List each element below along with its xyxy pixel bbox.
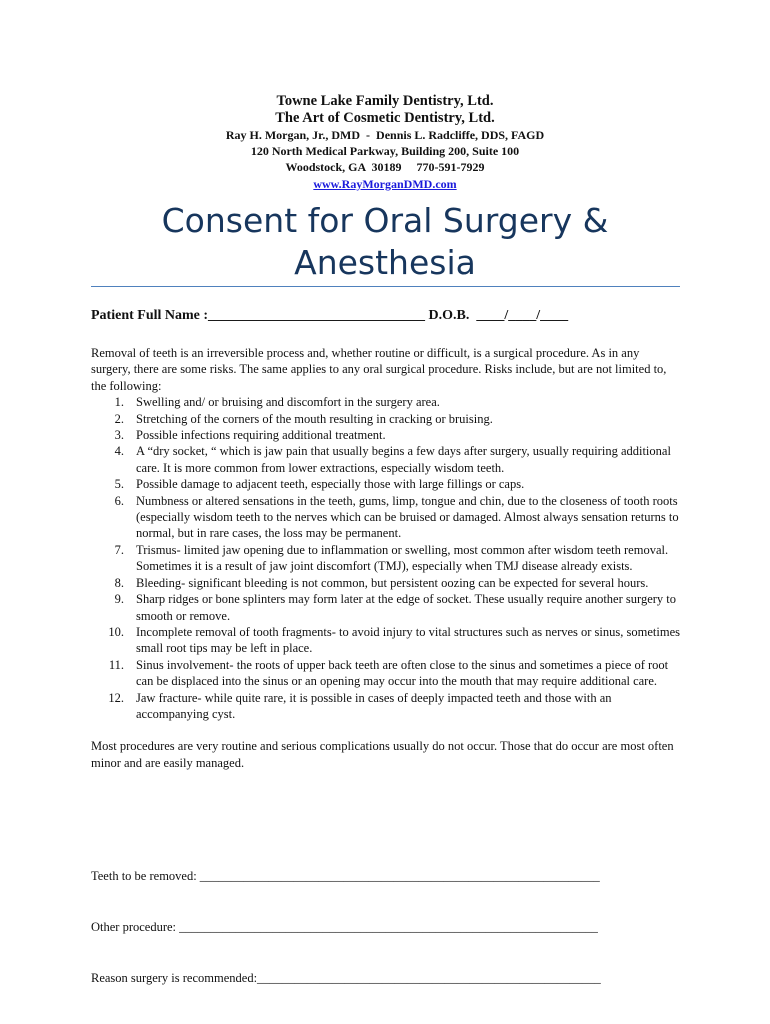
- list-item-text: Bleeding- significant bleeding is not common, but persistent oozing can be expected for several hours.: [136, 575, 649, 590]
- list-item-text: A “dry socket, “ which is jaw pain that usually begins a few days after surgery, usually requiring additional care. It is more common from lower extractions, especially wisdom teeth.: [136, 444, 671, 475]
- title-divider: [91, 286, 680, 287]
- list-item: [91, 542, 681, 575]
- list-item-text: Sinus involvement- the roots of upper back teeth are often close to the sinus and sometimes a piece of root can be displaced into the sinus or an opening may occur into the mouth that may require additional care.: [136, 657, 669, 689]
- list-item: [91, 591, 681, 624]
- list-item: [91, 476, 681, 492]
- list-item-text: Possible damage to adjacent teeth, especially those with large fillings or caps.: [136, 477, 525, 492]
- list-number: 4.: [114, 444, 124, 459]
- list-item: [91, 690, 681, 723]
- dob-label: D.O.B.: [428, 308, 470, 323]
- intro-paragraph: Removal of teeth is an irreversible process and, whether routine or difficult, is a surgical procedure. As in any surgery, there are some risks. The same applies to any oral surgical procedure. Risks include, but are not limited to, the following:: [91, 346, 667, 393]
- list-number: 9.: [114, 592, 124, 607]
- patient-name-label: Patient Full Name :: [91, 308, 209, 323]
- list-item: [91, 575, 681, 591]
- title-line-2: Anesthesia: [294, 243, 476, 282]
- website-link[interactable]: www.RayMorganDMD.com: [313, 177, 457, 191]
- list-item-text: Stretching of the corners of the mouth resulting in cracking or bruising.: [136, 411, 493, 426]
- list-number: 3.: [114, 428, 124, 443]
- list-item-text: Possible infections requiring additional treatment.: [136, 428, 386, 443]
- list-number: 12.: [108, 690, 124, 705]
- list-item: [91, 411, 681, 427]
- list-number: 11.: [108, 657, 124, 672]
- list-item-text: Swelling and/ or bruising and discomfort in the surgery area.: [136, 395, 440, 410]
- outro-paragraph: Most procedures are very routine and serious complications usually do not occur. Those that do occur are most often minor and are easily managed.: [91, 739, 674, 770]
- list-number: 5.: [114, 477, 124, 492]
- list-number: 6.: [114, 493, 124, 508]
- list-number: 8.: [114, 575, 124, 590]
- patient-info-line: [91, 308, 691, 324]
- practice-name: Towne Lake Family Dentistry, Ltd.: [276, 93, 494, 109]
- practice-address: 120 North Medical Parkway, Building 200, Suite 100: [250, 144, 520, 158]
- list-item: [91, 657, 681, 690]
- list-number: 2.: [114, 411, 124, 426]
- patient-name-field[interactable]: _______________________________: [208, 308, 426, 323]
- list-number: 10.: [108, 624, 124, 639]
- reason-field[interactable]: Reason surgery is recommended:_______________________________________________________: [91, 971, 601, 985]
- dob-field[interactable]: ____/____/____: [476, 308, 569, 323]
- consent-body: [91, 345, 681, 771]
- doctor-names: Ray H. Morgan, Jr., DMD - Dennis L. Radcliffe, DDS, FAGD: [225, 128, 545, 142]
- teeth-to-remove-field[interactable]: Teeth to be removed: ________________________________________________________________: [91, 869, 600, 883]
- list-item-text: Trismus- limited jaw opening due to inflammation or swelling, most common after wisdom teeth removal. Sometimes it is a result of jaw joint discomfort (TMJ), especially when TMJ disease already exists.: [136, 542, 669, 574]
- list-number: 7.: [114, 542, 124, 557]
- title-line-1: Consent for Oral Surgery &: [161, 201, 609, 240]
- city-phone: Woodstock, GA 30189 770-591-7929: [285, 160, 485, 174]
- list-item: [91, 427, 681, 443]
- list-item: [91, 493, 681, 542]
- list-item: [91, 443, 681, 476]
- list-item-text: Jaw fracture- while quite rare, it is possible in cases of deeply impacted teeth and those with an accompanying cyst.: [136, 690, 612, 721]
- list-item-text: Incomplete removal of tooth fragments- to avoid injury to vital structures such as nerves or sinus, sometimes small root tips may be left in place.: [136, 624, 680, 656]
- list-item: [91, 394, 681, 410]
- letterhead: [0, 93, 770, 193]
- list-item-text: Numbness or altered sensations in the teeth, gums, limp, tongue and chin, due to the closeness of tooth roots (especially wisdom teeth to the nerves which can be bruised or damaged. Almost always sensation returns to normal, but in rare cases, the loss may be permanent.: [136, 493, 679, 541]
- list-item-text: Sharp ridges or bone splinters may form later at the edge of socket. These usually require another surgery to smooth or remove.: [136, 592, 677, 623]
- list-item: [91, 624, 681, 657]
- procedure-fields: [91, 834, 691, 1021]
- risk-list: [91, 394, 681, 722]
- practice-tagline: The Art of Cosmetic Dentistry, Ltd.: [275, 110, 495, 126]
- page-title: [0, 200, 770, 284]
- list-number: 1.: [114, 395, 124, 410]
- other-procedure-field[interactable]: Other procedure: ___________________________________________________________________: [91, 920, 598, 934]
